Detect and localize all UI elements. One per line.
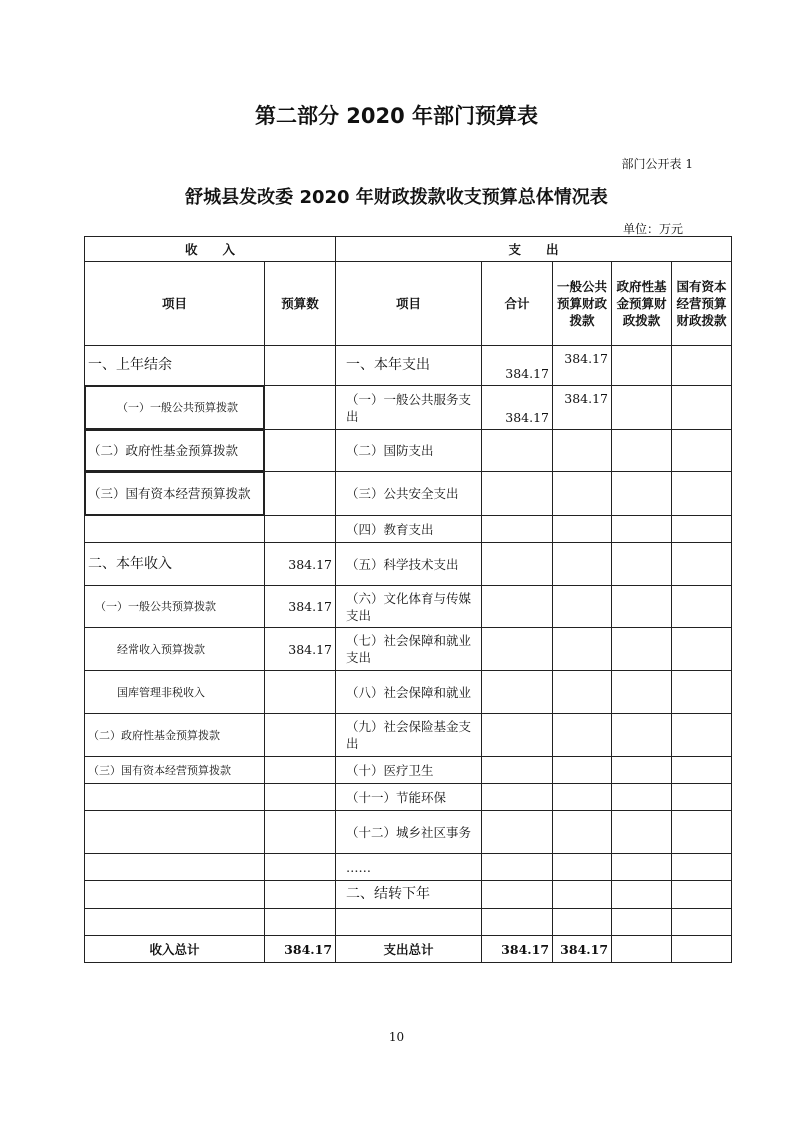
expense-soe: [672, 714, 732, 757]
header-row-columns: [85, 262, 732, 346]
expense-total: [482, 472, 553, 516]
income-value: [265, 881, 336, 909]
expense-fund: [612, 386, 672, 430]
income-value: [265, 854, 336, 881]
expense-item: （十）医疗卫生: [336, 757, 482, 784]
income-item: （一）一般公共预算拨款: [85, 586, 265, 628]
expense-fund: [612, 628, 672, 671]
income-header: 收 入: [85, 237, 336, 262]
income-item: （二）政府性基金预算拨款: [85, 714, 265, 757]
part-title: 第二部分 2020 年部门预算表: [254, 104, 539, 128]
income-value: 384.17: [265, 543, 336, 586]
expense-total: [482, 628, 553, 671]
expense-soe: [672, 346, 732, 386]
income-value: 384.17: [265, 586, 336, 628]
expense-general: [553, 586, 612, 628]
table-title: 舒城县发改委 2020 年财政拨款收支预算总体情况表: [185, 187, 608, 208]
table-row: [85, 472, 732, 516]
income-value: [265, 714, 336, 757]
income-total-value: 384.17: [265, 936, 336, 963]
totals-row: [85, 936, 732, 963]
income-item: （三）国有资本经营预算拨款: [85, 757, 265, 784]
expense-total: 384.17: [482, 386, 553, 430]
expense-item: （二）国防支出: [336, 430, 482, 472]
expense-total: [482, 881, 553, 909]
expense-fund: [612, 784, 672, 811]
table-row: [85, 784, 732, 811]
fund-budget-header: 政府性基金预算财政拨款: [612, 262, 672, 346]
expense-soe: [672, 784, 732, 811]
expense-fund: [612, 516, 672, 543]
income-value: [265, 430, 336, 472]
expense-total: [482, 430, 553, 472]
table-row: [85, 628, 732, 671]
expense-total: [482, 671, 553, 714]
expense-item: ……: [336, 854, 482, 881]
general-budget-header: 一般公共预算财政拨款: [553, 262, 612, 346]
table-row: [85, 881, 732, 909]
table-row: [85, 671, 732, 714]
expense-general: [553, 628, 612, 671]
table-row: [85, 346, 732, 386]
expense-general: 384.17: [553, 386, 612, 430]
soe-budget-header: 国有资本经营预算财政拨款: [672, 262, 732, 346]
budget-table: [84, 236, 732, 963]
income-item: 一、上年结余: [85, 346, 265, 386]
expense-item: （十二）城乡社区事务: [336, 811, 482, 854]
table-row: [85, 909, 732, 936]
expense-soe: [672, 386, 732, 430]
table-row: [85, 543, 732, 586]
table-row: [85, 854, 732, 881]
income-item: [85, 854, 265, 881]
income-value: [265, 671, 336, 714]
expense-soe-total: [672, 936, 732, 963]
expense-fund-total: [612, 936, 672, 963]
expense-soe: [672, 854, 732, 881]
income-item: 二、本年收入: [85, 543, 265, 586]
expense-fund: [612, 909, 672, 936]
expense-item: （七）社会保障和就业支出: [336, 628, 482, 671]
expense-item: （八）社会保障和就业: [336, 671, 482, 714]
header-row-sections: [85, 237, 732, 262]
income-value: [265, 811, 336, 854]
income-value: [265, 386, 336, 430]
table-row: [85, 430, 732, 472]
expense-total-header: 合计: [482, 262, 553, 346]
expense-item: 一、本年支出: [336, 346, 482, 386]
income-value: [265, 757, 336, 784]
expense-total: [482, 586, 553, 628]
expense-general: [553, 784, 612, 811]
expense-item: 二、结转下年: [336, 881, 482, 909]
income-item: （一）一般公共预算拨款: [85, 386, 265, 430]
income-value: 384.17: [265, 628, 336, 671]
income-budget-header: 预算数: [265, 262, 336, 346]
expense-total: [482, 757, 553, 784]
expense-general: [553, 472, 612, 516]
income-value: [265, 346, 336, 386]
table-row: [85, 586, 732, 628]
expense-item: （五）科学技术支出: [336, 543, 482, 586]
expense-general: [553, 854, 612, 881]
income-item: （三）国有资本经营预算拨款: [85, 472, 265, 516]
expense-soe: [672, 881, 732, 909]
expense-general: [553, 714, 612, 757]
expense-total: [482, 784, 553, 811]
expense-soe: [672, 628, 732, 671]
expense-general-total: 384.17: [553, 936, 612, 963]
unit-label: 单位：万元: [622, 222, 683, 236]
expense-soe: [672, 757, 732, 784]
expense-total: [482, 543, 553, 586]
expense-fund: [612, 671, 672, 714]
expense-item: （四）教育支出: [336, 516, 482, 543]
income-item: （二）政府性基金预算拨款: [85, 430, 265, 472]
expense-fund: [612, 430, 672, 472]
expense-soe: [672, 472, 732, 516]
expense-item: （六）文化体育与传媒支出: [336, 586, 482, 628]
income-item: [85, 909, 265, 936]
table-row: [85, 757, 732, 784]
income-value: [265, 784, 336, 811]
expense-total: [482, 714, 553, 757]
expense-fund: [612, 543, 672, 586]
expense-total: [482, 811, 553, 854]
expense-soe: [672, 516, 732, 543]
expense-general: [553, 671, 612, 714]
income-item: 国库管理非税收入: [85, 671, 265, 714]
expense-fund: [612, 346, 672, 386]
expense-item: （九）社会保险基金支出: [336, 714, 482, 757]
expense-total-label: 支出总计: [336, 936, 482, 963]
expense-fund: [612, 854, 672, 881]
income-item: 经常收入预算拨款: [85, 628, 265, 671]
expense-total: [482, 909, 553, 936]
expense-general: [553, 430, 612, 472]
expense-general: 384.17: [553, 346, 612, 386]
income-total-label: 收入总计: [85, 936, 265, 963]
table-row: [85, 516, 732, 543]
income-item: [85, 516, 265, 543]
expense-total: 384.17: [482, 346, 553, 386]
expense-soe: [672, 671, 732, 714]
income-item: [85, 784, 265, 811]
expense-fund: [612, 757, 672, 784]
table-row: [85, 714, 732, 757]
expense-total: [482, 854, 553, 881]
expense-fund: [612, 881, 672, 909]
expense-soe: [672, 909, 732, 936]
expense-total: [482, 516, 553, 543]
expense-general: [553, 757, 612, 784]
expense-fund: [612, 714, 672, 757]
expense-soe: [672, 811, 732, 854]
page-number: 10: [388, 1030, 405, 1044]
expense-item: [336, 909, 482, 936]
expense-general: [553, 811, 612, 854]
expense-soe: [672, 543, 732, 586]
expense-general: [553, 516, 612, 543]
income-value: [265, 909, 336, 936]
income-item: [85, 881, 265, 909]
expense-general: [553, 543, 612, 586]
expense-fund: [612, 811, 672, 854]
expense-header: 支 出: [336, 237, 732, 262]
expense-item-header: 项目: [336, 262, 482, 346]
form-number: 部门公开表 1: [621, 157, 693, 171]
income-item: [85, 811, 265, 854]
expense-total-value: 384.17: [482, 936, 553, 963]
expense-general: [553, 909, 612, 936]
income-value: [265, 472, 336, 516]
expense-general: [553, 881, 612, 909]
expense-item: （三）公共安全支出: [336, 472, 482, 516]
expense-fund: [612, 586, 672, 628]
table-row: [85, 811, 732, 854]
income-value: [265, 516, 336, 543]
expense-fund: [612, 472, 672, 516]
expense-item: （十一）节能环保: [336, 784, 482, 811]
expense-soe: [672, 430, 732, 472]
income-item-header: 项目: [85, 262, 265, 346]
expense-item: （一）一般公共服务支出: [336, 386, 482, 430]
table-row: [85, 386, 732, 430]
expense-soe: [672, 586, 732, 628]
